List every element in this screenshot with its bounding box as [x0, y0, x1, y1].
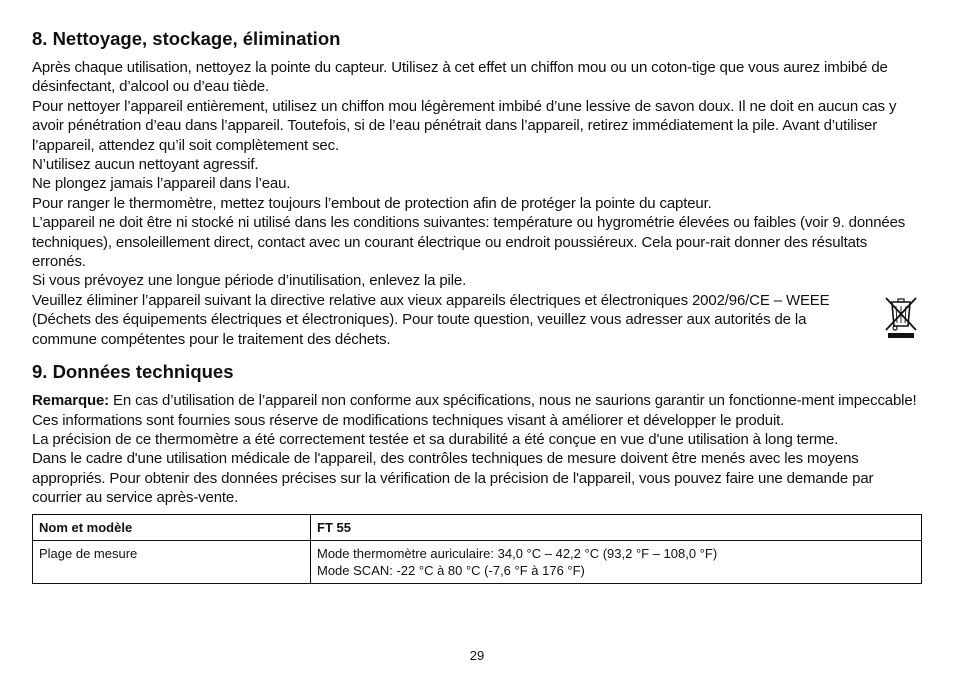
table-header-cell: FT 55 — [311, 514, 922, 540]
table-value-line: Mode SCAN: -22 °C à 80 °C (-7,6 °F à 176 °F) — [317, 562, 585, 578]
section-8-paragraph: Ne plongez jamais l’appareil dans l’eau. — [32, 175, 291, 193]
section-8-title: 8. Nettoyage, stockage, élimination — [32, 28, 341, 49]
remark-paragraph — [32, 391, 922, 410]
page-number: 29 — [469, 648, 485, 663]
table-cell-value — [311, 540, 922, 583]
weee-paragraph: Veuillez éliminer l’appareil suivant la directive relative aux vieux appareils électriques et électroniques 2002/96/CE – WEEE (Déchets des équipements électriques et électroniques). Pour toute question, veuillez vous adresser aux autorités de la commune compétentes pour le traitement des déchets. — [32, 291, 830, 348]
table-cell-label: Plage de mesure — [33, 540, 311, 583]
section-8-paragraph: L’appareil ne doit être ni stocké ni utilisé dans les conditions suivantes: température ou hygrométrie élevées ou faibles (voir 9. données techniques), ensoleillement direct, contact avec un courant électrique ou endroit poussiéreux. Cela pour-rait donner des résultats erronés. — [32, 214, 906, 271]
table-row — [33, 540, 922, 583]
table-value-line: Mode thermomètre auriculaire: 34,0 °C – 42,2 °C (93,2 °F – 108,0 °F) — [317, 545, 718, 561]
section-9-title: 9. Données techniques — [32, 361, 234, 383]
remark-label: Remarque: — [32, 392, 110, 410]
section-8-paragraph: N’utilisez aucun nettoyant agressif. — [32, 156, 259, 174]
section-9-paragraph: La précision de ce thermomètre a été correctement testée et sa durabilité a été conçue en vue d'une utilisation à long terme. — [32, 430, 839, 448]
remark-text: En cas d’utilisation de l’appareil non conforme aux spécifications, nous ne saurions garantir un fonctionne-ment impeccable! — [109, 392, 917, 410]
section-9-paragraph: Dans le cadre d'une utilisation médicale de l'appareil, des contrôles techniques de mesure doivent être menés avec les moyens appropriés. Pour obtenir des données précises sur la vérification de la précision de l'appareil, vous pouvez faire une demande par courrier au service après-vente. — [32, 450, 874, 507]
section-8-paragraph: Pour ranger le thermomètre, mettez toujours l’embout de protection afin de protéger la pointe du capteur. — [32, 194, 712, 212]
section-8-paragraph: Pour nettoyer l’appareil entièrement, utilisez un chiffon mou légèrement imbibé d’une lessive de savon doux. Il ne doit en aucun cas y avoir pénétration d’eau dans l’appareil. Toutefois, si de l’eau pénétrait dans l’appareil, retirez immédiatement la pile. Avant d’utiliser l’appareil, attendez qu’il soit complètement sec. — [32, 97, 897, 154]
section-8-paragraph: Si vous prévoyez une longue période d’inutilisation, enlevez la pile. — [32, 272, 467, 290]
technical-data-table — [32, 514, 922, 584]
table-header-cell: Nom et modèle — [33, 514, 311, 540]
page-content — [32, 28, 922, 584]
weee-disposal-block — [32, 291, 922, 349]
section-8-paragraph: Après chaque utilisation, nettoyez la pointe du capteur. Utilisez à cet effet un chiffon mou ou un coton-tige que vous aurez imbibé de désinfectant, d’alcool ou d’eau tiède. — [32, 59, 888, 96]
table-header-row — [33, 514, 922, 540]
section-9-paragraph: Ces informations sont fournies sous réserve de modifications techniques visant à améliorer et développer le produit. — [32, 411, 785, 429]
crossed-out-wheelie-bin-icon — [882, 294, 920, 340]
